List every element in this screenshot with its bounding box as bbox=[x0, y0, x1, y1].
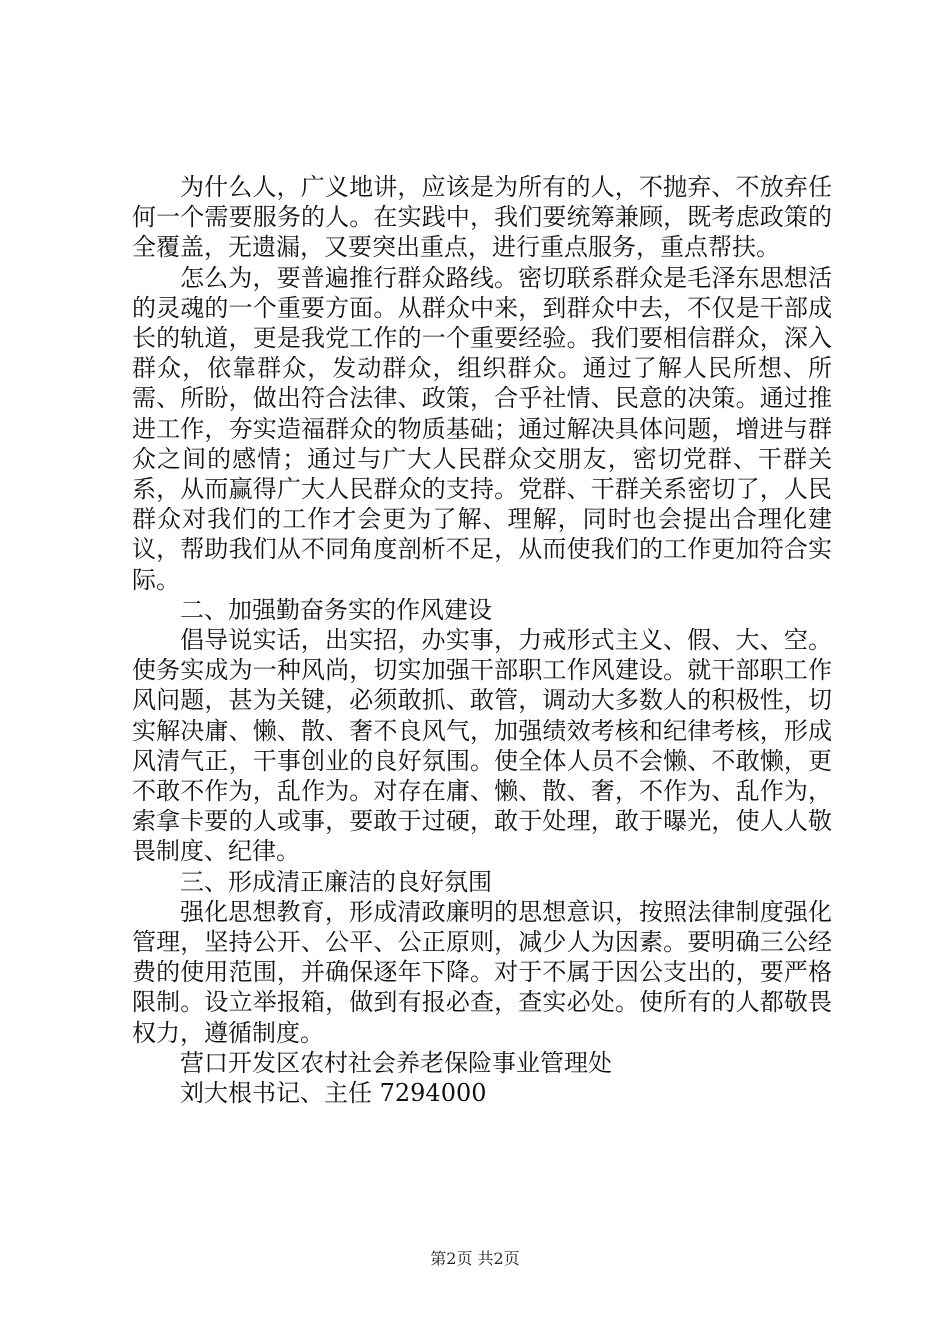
paragraph-integrity: 强化思想教育，形成清政廉明的思想意识，按照法律制度强化管理，坚持公开、公平、公正原则，减少人为因素。要明确三公经费的使用范围，并确保逐年下降。对于不属于因公支出的，要严格限制。设立举报箱，做到有报必查，查实必处。使所有的人都敬畏权力，遵循制度。 bbox=[132, 897, 832, 1047]
signature-person: 刘大根书记、主任 7294000 bbox=[180, 1079, 487, 1108]
paragraph-serve-whom: 为什么人，广义地讲，应该是为所有的人，不抛弃、不放弃任何一个需要服务的人。在实践中，我们要统筹兼顾，既考虑政策的全覆盖，无遗漏，又要突出重点，进行重点服务，重点帮扶。 bbox=[132, 173, 832, 262]
document-body bbox=[132, 172, 832, 1108]
signature-organization: 营口开发区农村社会养老保险事业管理处 bbox=[180, 1048, 612, 1077]
section-heading-integrity: 三、形成清正廉洁的良好氛围 bbox=[180, 867, 492, 896]
paragraph-work-style: 倡导说实话，出实招，办实事，力戒形式主义、假、大、空。使务实成为一种风尚，切实加强干部职工作风建设。就干部职工作风问题，甚为关键，必须敢抓、敢管，调动大多数人的积极性，切实解决庸、懒、散、奢不良风气，加强绩效考核和纪律考核，形成风清气正，干事创业的良好氛围。使全体人员不会懒、不敢懒，更不敢不作为，乱作为。对存在庸、懒、散、奢，不作为、乱作为，索拿卡要的人或事，要敢于过硬，敢于处理，敢于曝光，使人人敬畏制度、纪律。 bbox=[132, 626, 832, 866]
page-footer: 第2页 共2页 bbox=[430, 1249, 520, 1268]
section-heading-work-style: 二、加强勤奋务实的作风建设 bbox=[180, 595, 492, 624]
paragraph-mass-line: 怎么为，要普遍推行群众路线。密切联系群众是毛泽东思想活的灵魂的一个重要方面。从群众中来，到群众中去，不仅是干部成长的轨道，更是我党工作的一个重要经验。我们要相信群众，深入群众，依靠群众，发动群众，组织群众。通过了解人民所想、所需、所盼，做出符合法律、政策，合乎社情、民意的决策。通过推进工作，夯实造福群众的物质基础；通过解决具体问题，增进与群众之间的感情；通过与广大人民群众交朋友，密切党群、干群关系，从而赢得广大人民群众的支持。党群、干群关系密切了，人民群众对我们的工作才会更为了解、理解，同时也会提出合理化建议，帮助我们从不同角度剖析不足，从而使我们的工作更加符合实际。 bbox=[132, 263, 832, 594]
